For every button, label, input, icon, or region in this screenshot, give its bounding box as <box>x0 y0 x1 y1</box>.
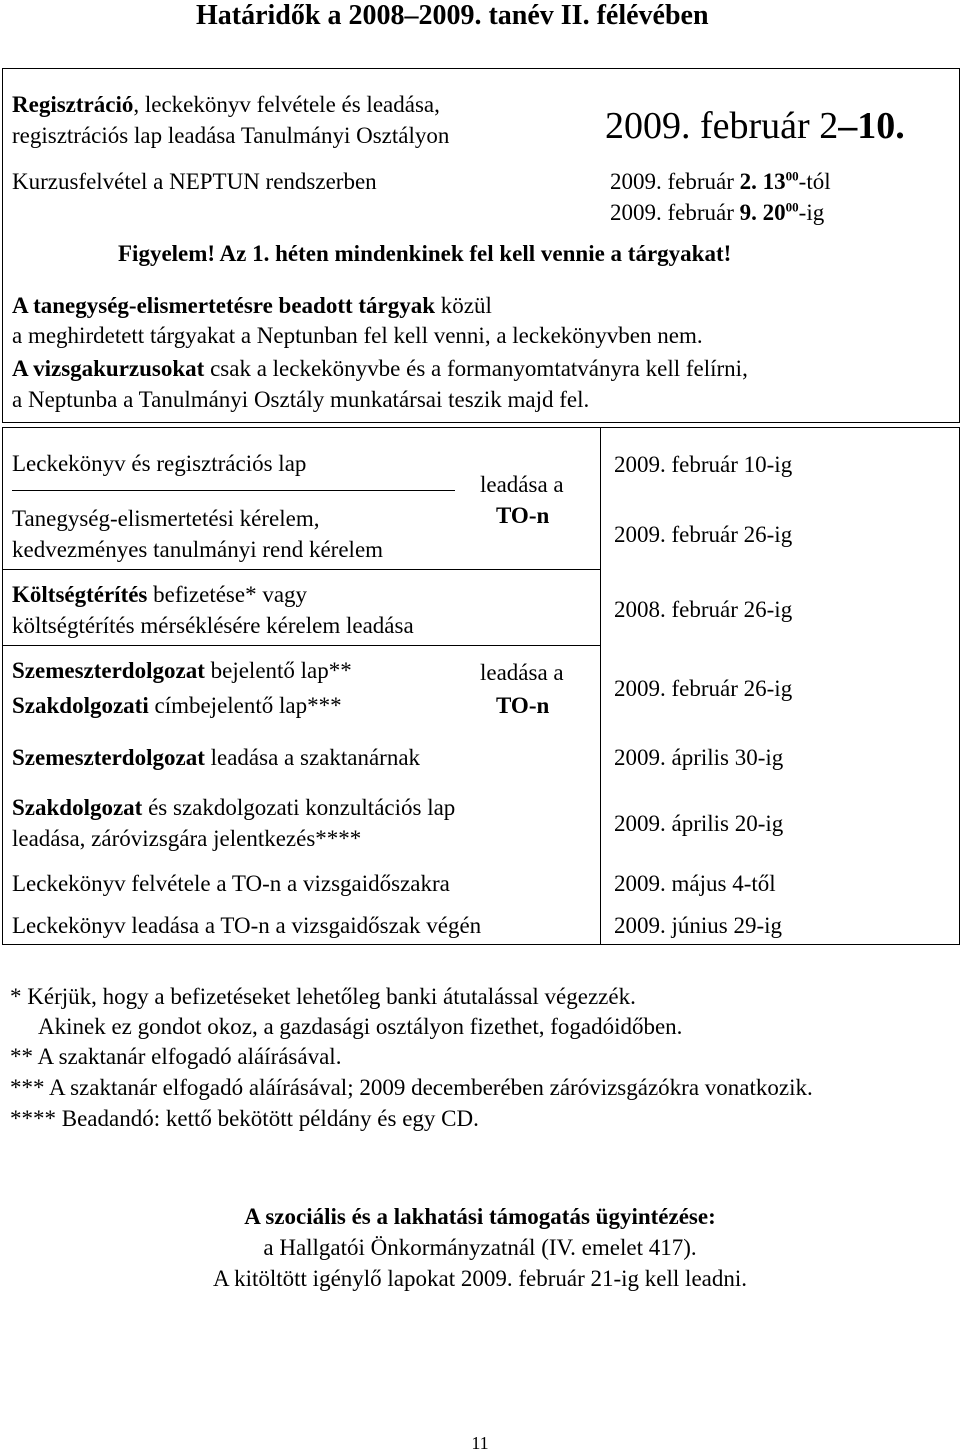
deadline-date-gradebook-pickup: 2009. május 4-től <box>614 871 776 896</box>
deadline-date-tuition: 2008. február 26-ig <box>614 597 793 622</box>
submit-note-a-line-2: TO-n <box>496 503 550 528</box>
deadline-label-gradebook: Leckekönyv és regisztrációs lap <box>12 451 307 476</box>
social-support-location: a Hallgatói Önkormányzatnál (IV. emelet 417). <box>263 1235 697 1260</box>
deadline-date-forms: 2009. február 26-ig <box>614 676 793 701</box>
footnote-1-continued: Akinek ez gondot okoz, a gazdasági osztályon fizethet, fogadóidőben. <box>38 1014 683 1039</box>
footnote-4: **** Beadandó: kettő bekötött példány és egy CD. <box>10 1106 479 1131</box>
submit-note-b-line-1: leadása a <box>480 660 564 685</box>
note-line-1: A tanegység-elismertetésre beadott tárgyak közül <box>12 293 492 318</box>
note-line-2: a meghirdetett tárgyakat a Neptunban fel kell venni, a leckekönyvben nem. <box>12 323 703 348</box>
registration-line-2: regisztrációs lap leadása Tanulmányi Osztályon <box>12 123 450 148</box>
footnote-2: ** A szaktanár elfogadó aláírásával. <box>10 1044 342 1069</box>
registration-date: 2009. február 2–10. <box>605 105 905 147</box>
course-registration-start: 2009. február 2. $13^{00}$-tól <box>610 168 831 194</box>
course-registration-label: Kurzusfelvétel a NEPTUN rendszerben <box>12 169 377 194</box>
row-separator <box>2 569 600 570</box>
deadline-label-thesis-title-form: Szakdolgozati címbejelentő lap*** <box>12 693 342 718</box>
deadline-date-gradebook: 2009. február 10-ig <box>614 452 793 477</box>
social-support-deadline: A kitöltött igénylő lapokat 2009. február 21-ig kell leadni. <box>213 1266 747 1291</box>
registration-line-1: Regisztráció, leckekönyv felvétele és leadása, <box>12 92 440 117</box>
deadline-label-semester-paper-form: Szemeszterdolgozat bejelentő lap** <box>12 658 352 683</box>
note-line-3: A vizsgakurzusokat csak a leckekönyvbe és a formanyomtatványra kell felírni, <box>12 356 748 381</box>
deadline-label-thesis-1: Szakdolgozat és szakdolgozati konzultációs lap <box>12 795 456 820</box>
deadline-label-thesis-2: leadása, záróvizsgára jelentkezés**** <box>12 826 362 851</box>
deadline-label-tuition-2: költségtérítés mérséklésére kérelem leadása <box>12 613 414 638</box>
deadlines-divider <box>600 427 601 945</box>
note-line-4: a Neptunba a Tanulmányi Osztály munkatársai teszik majd fel. <box>12 387 590 412</box>
row-separator <box>2 645 600 646</box>
deadline-label-semester-paper: Szemeszterdolgozat leadása a szaktanárnak <box>12 745 421 770</box>
deadline-date-semester-paper: 2009. április 30-ig <box>614 745 784 770</box>
deadline-label-gradebook-return: Leckekönyv leadása a TO-n a vizsgaidőszak végén <box>12 913 482 938</box>
submit-note-a-line-1: leadása a <box>480 472 564 497</box>
row-separator <box>12 490 455 491</box>
page-number: 11 <box>471 1433 489 1453</box>
footnote-3: *** A szaktanár elfogadó aláírásával; 2009 decemberében záróvizsgázókra vonatkozik. <box>10 1075 813 1100</box>
footnote-1: * Kérjük, hogy a befizetéseket lehetőleg banki átutalással végezzék. <box>10 984 636 1009</box>
course-registration-end: 2009. február 9. $20^{00}-ig$ <box>610 199 825 225</box>
deadline-label-credit-transfer-1: Tanegység-elismertetési kérelem, <box>12 506 320 531</box>
warning-text: Figyelem! Az 1. héten mindenkinek fel kell vennie a tárgyakat! <box>118 241 732 266</box>
deadline-date-thesis: 2009. április 20-ig <box>614 811 784 836</box>
deadline-date-credit-transfer: 2009. február 26-ig <box>614 522 793 547</box>
social-support-heading: A szociális és a lakhatási támogatás ügyintézése: <box>244 1204 716 1229</box>
deadline-label-gradebook-pickup: Leckekönyv felvétele a TO-n a vizsgaidőszakra <box>12 871 450 896</box>
submit-note-b-line-2: TO-n <box>496 693 550 718</box>
deadline-label-tuition-1: Költségtérítés befizetése* vagy <box>12 582 308 607</box>
deadline-date-gradebook-return: 2009. június 29-ig <box>614 913 783 938</box>
deadline-label-credit-transfer-2: kedvezményes tanulmányi rend kérelem <box>12 537 384 562</box>
page-title: Határidők a 2008–2009. tanév II. félévében <box>196 0 709 31</box>
